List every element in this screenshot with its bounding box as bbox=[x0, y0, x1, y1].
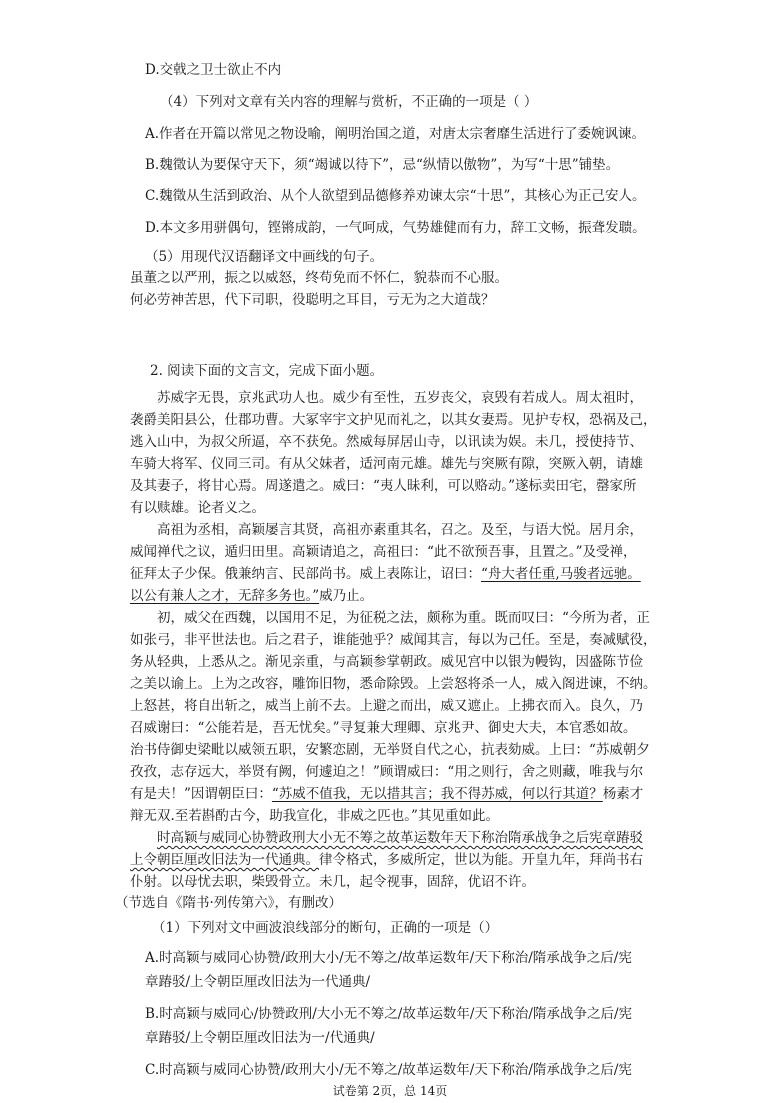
passage-line: 辩无双.至若斟酌古今，助我宣化，非威之匹也。”其见重如此。 bbox=[130, 808, 499, 824]
passage-text: 威乃止。 bbox=[319, 588, 374, 604]
passage-text: 有是夫！”因谓朝臣曰： bbox=[130, 786, 272, 802]
passage-line: 苏威字无畏，京兆武功人也。威少有至性，五岁丧父，哀毁有若成人。周太祖时， bbox=[157, 390, 643, 406]
sub1-option-a-line2: 章踳驳/上令朝臣厘改旧法为一代通典/ bbox=[145, 974, 371, 990]
passage-line: 有以赎雄。论者义之。 bbox=[130, 500, 265, 516]
wavy-underlined-passage: 上令朝臣厘改旧法为一代通典。 bbox=[130, 852, 319, 868]
underlined-sentence: “苏威不值我，无以措其言；我不得苏威，何以行其道？ bbox=[271, 786, 603, 802]
passage-line bbox=[130, 850, 643, 870]
q2-heading: 2. 阅读下面的文言文，完成下面小题。 bbox=[150, 363, 384, 379]
q5-stem: （5）用现代汉语翻译文中画线的句子。 bbox=[145, 249, 384, 265]
passage-line bbox=[130, 784, 643, 804]
passage-line bbox=[130, 586, 373, 606]
passage-text: 杨素才 bbox=[602, 786, 644, 802]
passage-line: 如张弓，非平世法也。后之君子，谁能弛乎？威闻其言，每以为己任。至是，奏减赋役， bbox=[130, 632, 657, 648]
wavy-underlined-passage: 时高颖与威同心协赞政刑大小无不筹之故革运数年天下称治隋承战争之后宪章踳驳 bbox=[157, 830, 643, 846]
q4-option-b: B.魏徵认为要保守天下，须“竭诚以待下”，忌“纵情以傲物”，为写“十思”铺垫。 bbox=[145, 157, 620, 173]
underlined-sentence: 以公有兼人之才，无辞多务也。” bbox=[130, 588, 320, 604]
q4-option-c: C.魏徵从生活到政治、从个人欲望到品德修养劝谏太宗“十思”，其核心为正己安人。 bbox=[145, 188, 646, 204]
source-citation: （节选自《隋书·列传第六》，有删改） bbox=[115, 895, 343, 911]
page-footer: 试卷第 2页，总 14页 bbox=[332, 1084, 448, 1098]
passage-text: 征拜太子少保。俄兼纳言、民部尚书。威上表陈让，诏曰： bbox=[130, 566, 481, 582]
passage-line bbox=[130, 564, 641, 584]
passage-line: 仆射。以母忧去职，柴毁骨立。未几，起令视事，固辞，优诏不许。 bbox=[130, 874, 535, 890]
sub1-option-c-line1: C.时高颖与威同心协赞/政刑大小/无不筹之/故革运数年/天下称治/隋承战争之后/宪 bbox=[145, 1062, 632, 1078]
sub1-option-a-line1: A.时高颖与威同心协赞/政刑大小/无不筹之/故革运数年/天下称治/隋承战争之后/宪 bbox=[145, 950, 632, 966]
passage-line: 逃入山中，为叔父所逼，卒不获免。然威每屏居山寺，以讯读为娱。未几，授使持节、 bbox=[130, 434, 643, 450]
q4-option-a: A.作者在开篇以常见之物设喻，阐明治国之道，对唐太宗奢靡生活进行了委婉讽谏。 bbox=[145, 126, 646, 142]
passage-line: 召威谢曰：“公能若是，吾无忧矣。”寻复兼大理卿、京兆尹、御史大夫，本官悉如故。 bbox=[130, 720, 637, 736]
sub1-option-b-line2: 章踳驳/上令朝臣厘改旧法为一/代通典/ bbox=[145, 1030, 375, 1046]
passage-line: 袭爵美阳县公，仕郡功曹。大冢宰宇文护见而礼之，以其女妻焉。见护专权，恐祸及己， bbox=[130, 412, 657, 428]
passage-text: 律令格式，多威所定，世以为能。开皇九年，拜尚书右 bbox=[319, 852, 643, 868]
passage-line: 孜孜，志存远大，举贤有阙，何遽迫之！”顾谓威曰：“用之则行，舍之则藏，唯我与尔 bbox=[130, 764, 644, 780]
passage-line: 车骑大将军、仪同三司。有从父妹者，适河南元雄。雄先与突厥有隙，突厥入朝，请雄 bbox=[130, 456, 643, 472]
sub1-option-b-line1: B.时高颖与威同心/协赞政刑/大小无不筹之/故革运数年/天下称治/隋承战争之后/宪 bbox=[145, 1006, 633, 1022]
sub1-stem: （1）下列对文中画波浪线部分的断句，正确的一项是（） bbox=[152, 920, 499, 936]
q4-stem: （4）下列对文章有关内容的理解与赏析，不正确的一项是（ ） bbox=[160, 94, 538, 110]
passage-line: 务从轻典，上悉从之。渐见亲重，与高颖参掌朝政。威见宫中以银为幔钩，因盛陈节俭 bbox=[130, 654, 643, 670]
passage-line: 初，威父在西魏，以国用不足，为征税之法，颇称为重。既而叹曰：“今所为者，正 bbox=[157, 610, 650, 626]
passage-line: 及其妻子，将甘心焉。周遂遣之。威曰：“夷人昧利，可以赂动。”遂标卖田宅，罄家所 bbox=[130, 478, 637, 494]
q1-option-d: D.交戟之卫士欲止不内 bbox=[145, 62, 282, 78]
passage-line: 之美以谕上。上为之改容，雕饰旧物，悉命除毁。上尝怒将杀一人，威入阁进谏，不纳。 bbox=[130, 676, 657, 692]
passage-line: 威闻禅代之议，遁归田里。高颖请追之，高祖曰：“此不欲预吾事，且置之。”及受禅， bbox=[130, 544, 637, 560]
q5-sentence-1: 虽董之以严刑，振之以威怒，终苟免而不怀仁，貌恭而不心服。 bbox=[130, 270, 508, 286]
passage-line: 治书侍御史梁毗以威领五职，安繁恋剧，无举贤自代之心，抗表劾威。上曰：“苏威朝夕 bbox=[130, 742, 650, 758]
passage-line: 上怒甚，将自出斩之，威当上前不去。上避之而出，威又遮止。上拂衣而入。良久，乃 bbox=[130, 698, 643, 714]
underlined-sentence: “舟大者任重,马骏者远驰。 bbox=[481, 566, 641, 582]
q5-sentence-2: 何必劳神苦思，代下司职，役聪明之耳目，亏无为之大道哉？ bbox=[130, 292, 495, 308]
q4-option-d: D.本文多用骈偶句，铿锵成韵，一气呵成，气势雄健而有力，辞工文畅，振聋发聩。 bbox=[145, 220, 646, 236]
passage-line: 高祖为丞相，高颖屡言其贤，高祖亦素重其名，召之。及至，与语大悦。居月余， bbox=[157, 522, 643, 538]
